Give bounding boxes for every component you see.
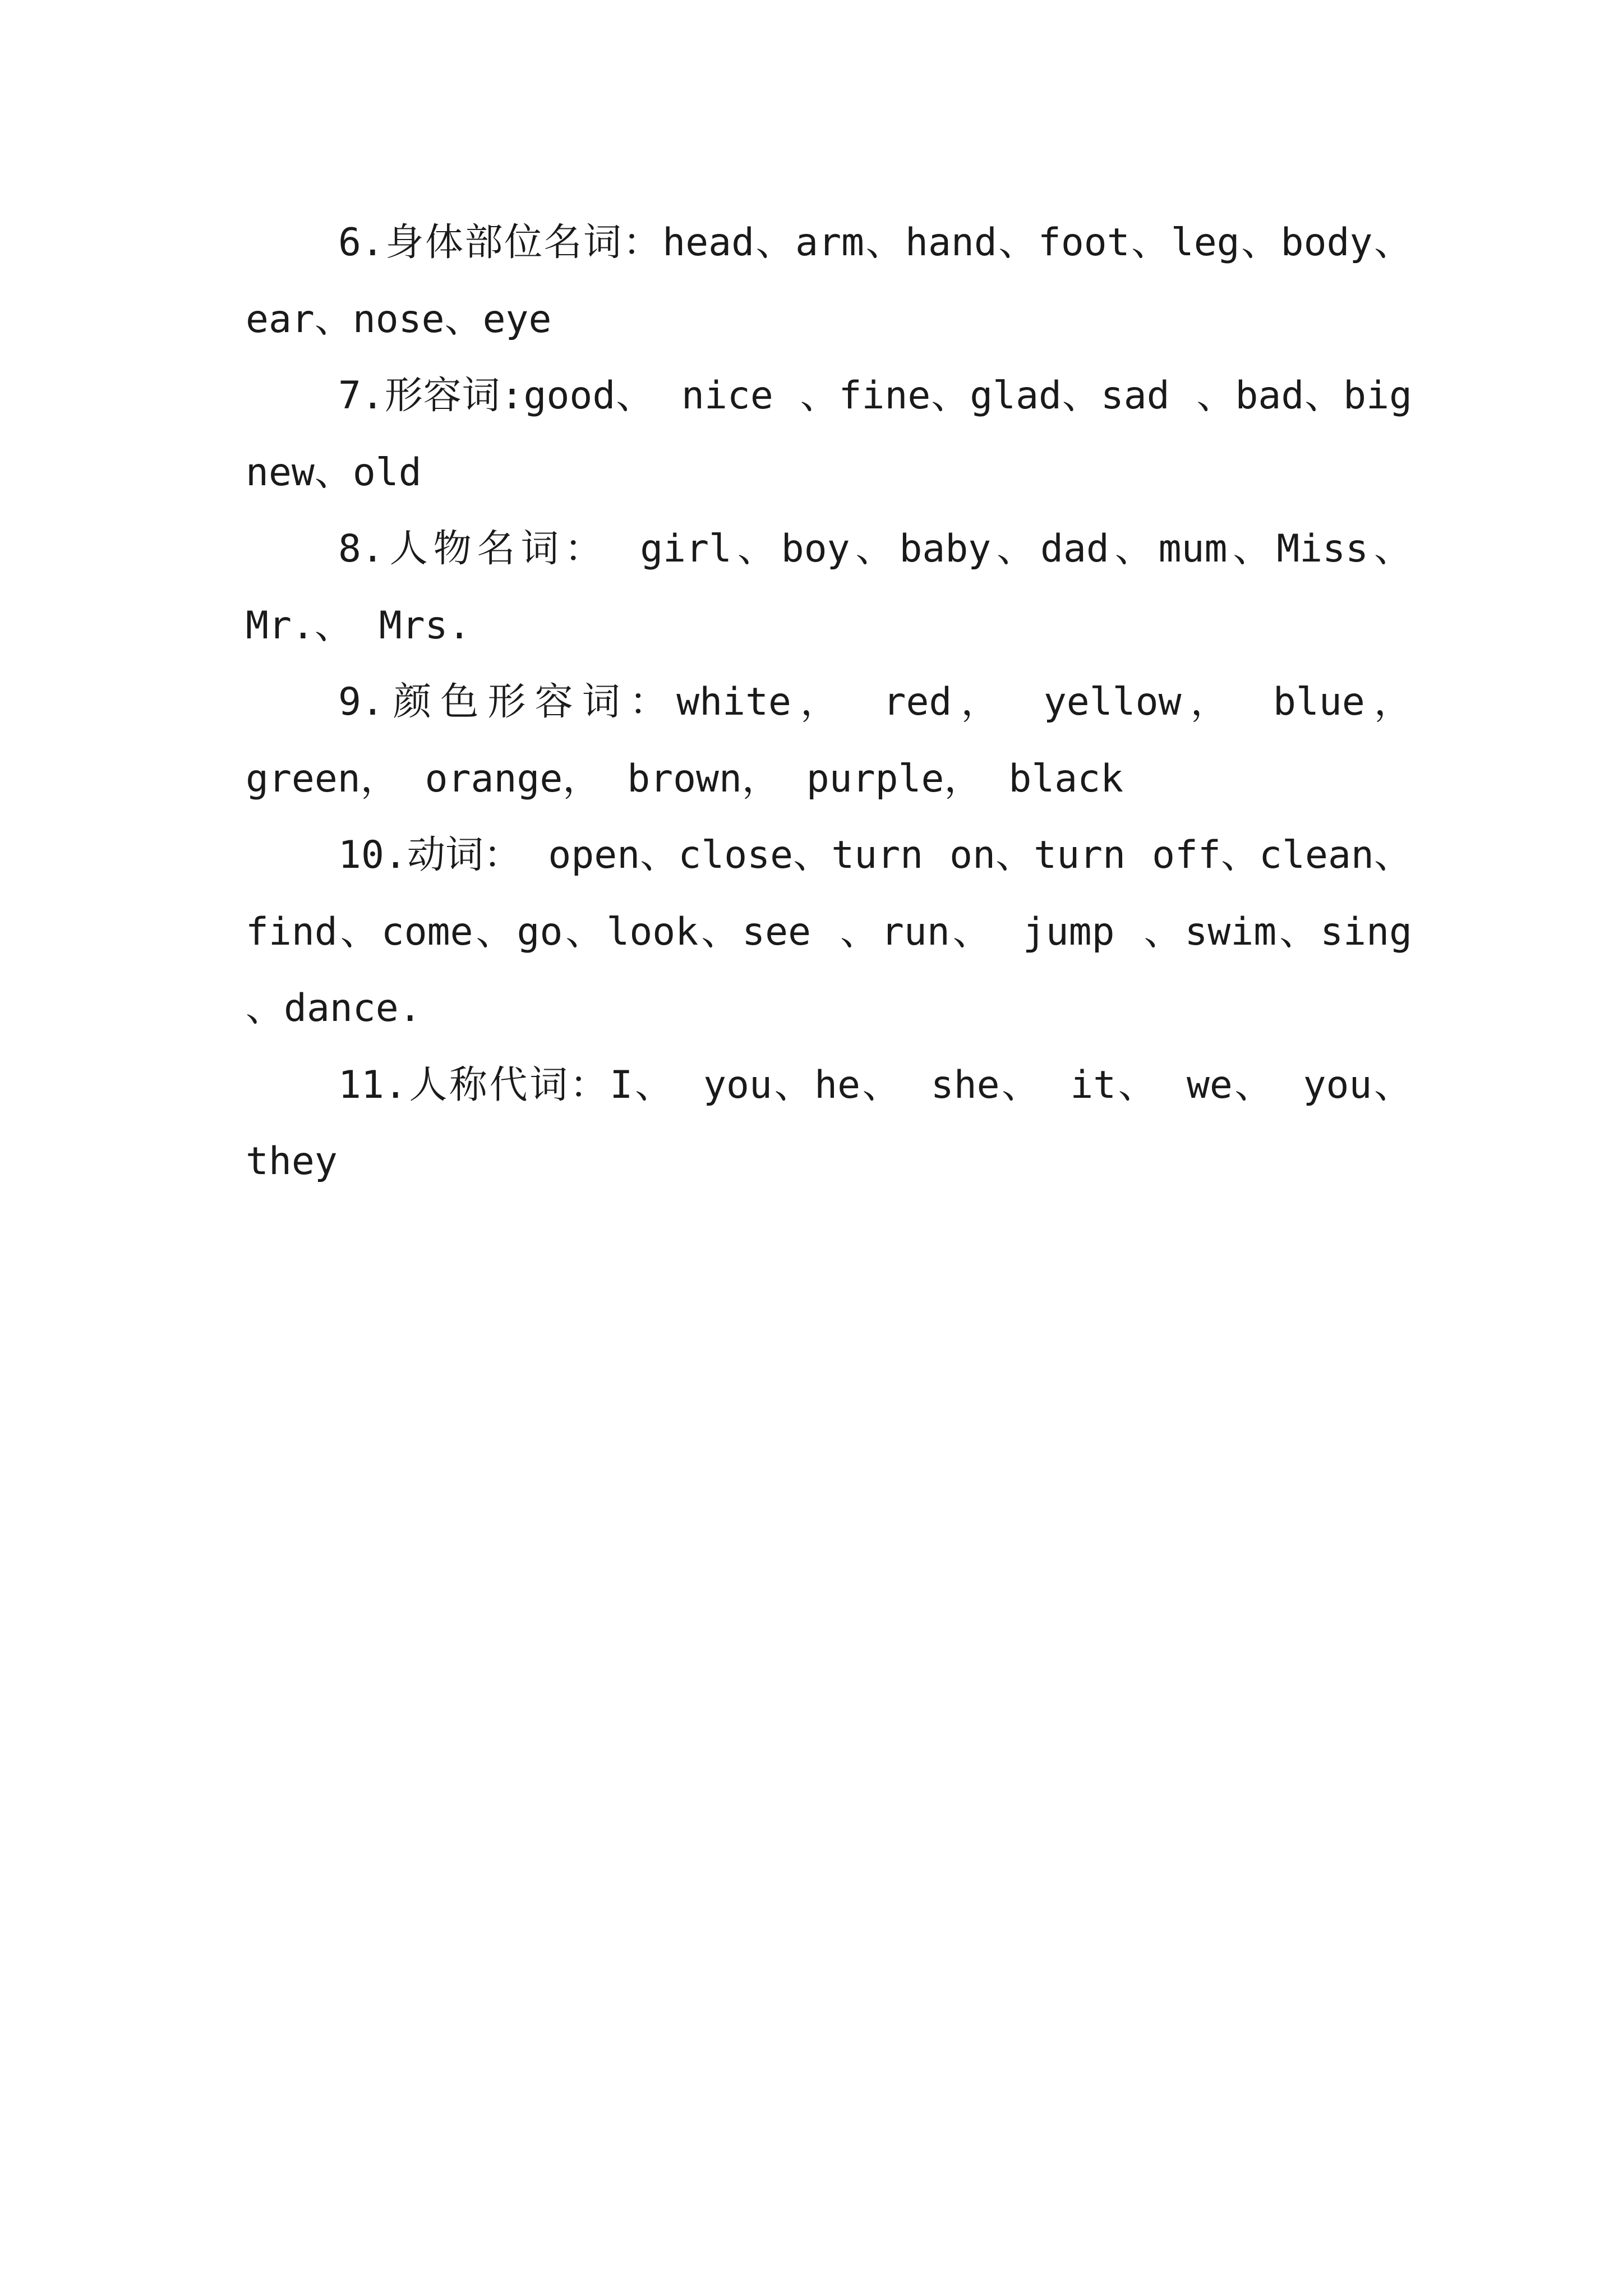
body-parts-nouns-item: 6.身体部位名词：head、arm、hand、foot、leg、body、ear、nose、eye xyxy=(246,220,1412,342)
vocabulary-list xyxy=(246,205,1412,1200)
verbs-item: 10.动词： open、close、turn on、turn off、clean、find、come、go、look、see 、run、 jump 、swim、sing 、dance. xyxy=(246,833,1412,1030)
personal-pronouns-item: 11.人称代词：I、 you、he、 she、 it、 we、 you、they xyxy=(246,1062,1412,1184)
color-adjectives-item: 9.颜色形容词：white， red， yellow， blue， green， orange， brown， purple， black xyxy=(246,680,1412,801)
people-nouns-item: 8.人物名词： girl、boy、baby、dad、mum、Miss、Mr.、 Mrs. xyxy=(246,527,1412,648)
adjectives-item: 7.形容词:good、 nice 、fine、glad、sad 、bad、big new、old xyxy=(246,374,1412,495)
